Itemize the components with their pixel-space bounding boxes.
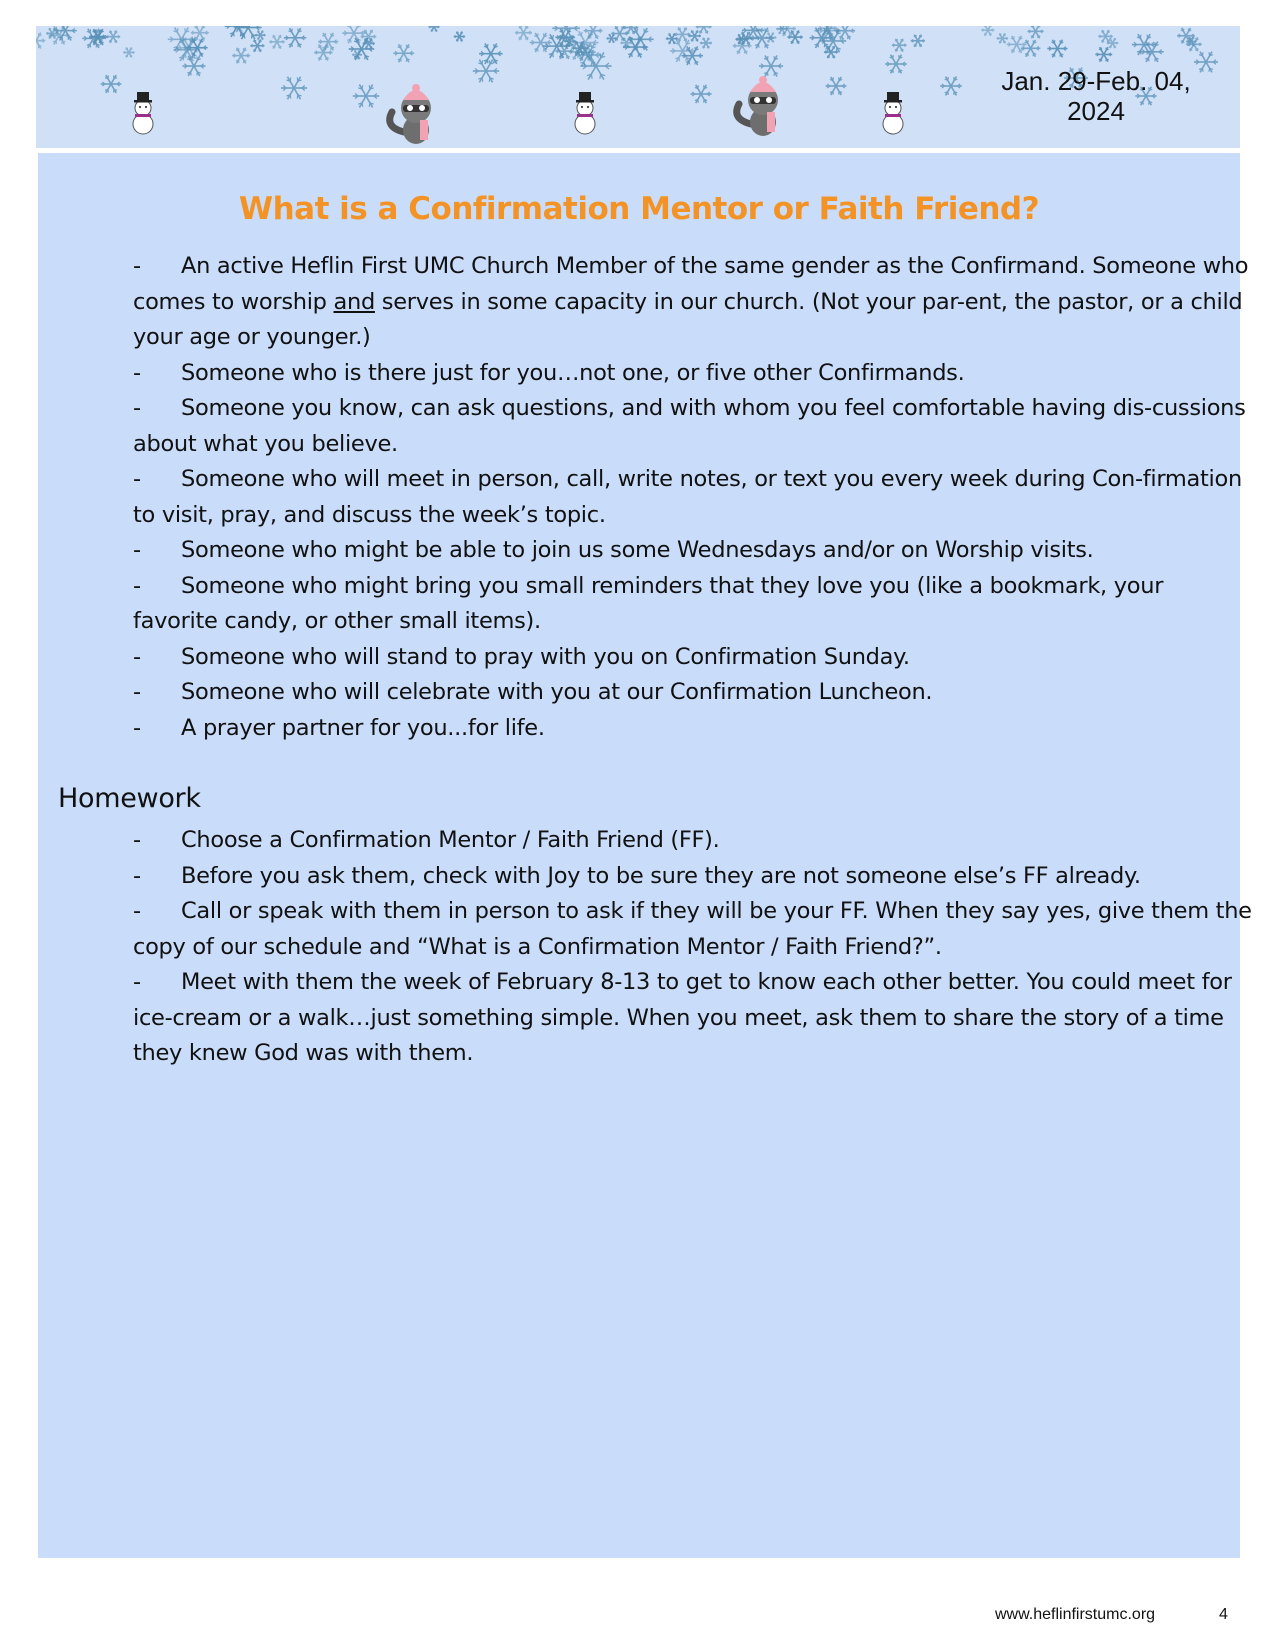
page-number: 4	[1219, 1606, 1228, 1623]
item-text: Before you ask them, check with Joy to be sure they are not someone else’s FF already.	[181, 862, 1141, 889]
snowflake-icon	[1047, 40, 1067, 58]
footer-website-link[interactable]: www.heflinfirstumc.org	[995, 1606, 1156, 1623]
list-item	[133, 859, 1253, 895]
item-text: Someone who might be able to join us some Wednesdays and/or on Worship visits.	[181, 537, 1094, 563]
snowflake-icon	[123, 47, 134, 57]
list-item	[133, 675, 1253, 711]
snowflake-icon	[106, 31, 120, 43]
raccoon-icon	[390, 84, 431, 144]
list-item	[133, 462, 1253, 533]
snowflake-icon	[911, 35, 925, 47]
list-item	[133, 569, 1253, 640]
mentor-qualities-list	[133, 249, 1253, 746]
snowflake-icon	[584, 26, 603, 39]
snowflake-icon	[250, 40, 264, 52]
dash-bullet: -	[133, 714, 141, 741]
dash-bullet: -	[133, 827, 141, 853]
dash-bullet: -	[133, 253, 141, 279]
content-panel	[38, 153, 1252, 1558]
homework-list	[133, 823, 1253, 1072]
snowflake-icon	[997, 33, 1009, 43]
snowflake-icon	[36, 33, 45, 49]
snowflake-icon	[690, 85, 711, 103]
snowflake-icon	[255, 31, 266, 40]
snowman-icon	[883, 92, 903, 134]
item-text: Choose a Confirmation Mentor / Faith Friend (FF).	[181, 827, 720, 853]
item-text: Someone who is there just for you…not one, or five other Confirmands.	[181, 359, 965, 386]
snowflake-icon	[232, 48, 250, 64]
item-text: Call or speak with them in person to ask if they will be your FF. When they say yes, give them the copy of our schedule and “What is a Confirmation Mentor / Faith Friend?”.	[133, 898, 1252, 960]
item-text: Someone who might bring you small reminders that they love you (like a bookmark, your favorite candy, or other small items).	[133, 572, 1164, 634]
dash-bullet: -	[133, 537, 141, 563]
snowflake-icon	[393, 44, 414, 62]
snowflake-icon	[191, 26, 209, 41]
snowflake-icon	[892, 39, 907, 52]
snowflake-icon	[428, 26, 439, 32]
snowflake-icon	[885, 55, 907, 74]
dash-bullet: -	[133, 862, 141, 889]
dash-bullet: -	[133, 395, 141, 421]
dash-bullet: -	[133, 572, 141, 599]
issue-date	[976, 66, 1216, 126]
snowflake-icon	[1021, 40, 1040, 57]
list-item	[133, 249, 1253, 356]
item-text: An active Heflin First UMC Church Member of the same gender as the Confirmand. Someone who comes to worship	[133, 253, 1249, 315]
item-text: Someone who will stand to pray with you on Confirmation Sunday.	[181, 643, 910, 670]
snowflake-icon	[940, 77, 962, 96]
list-item	[133, 823, 1253, 859]
underlined-word: and	[333, 288, 375, 315]
list-item	[133, 533, 1253, 569]
snowflake-icon	[530, 33, 552, 52]
dash-bullet: -	[133, 643, 141, 670]
dash-bullet: -	[133, 466, 141, 492]
snowman-icon	[133, 92, 153, 134]
list-item	[133, 391, 1253, 462]
snowflake-icon	[284, 28, 306, 47]
header-banner	[36, 26, 1240, 148]
snowflake-icon	[314, 45, 332, 61]
snowflake-icon	[454, 32, 465, 42]
snowflake-icon	[101, 75, 122, 93]
snowflake-icon	[281, 77, 307, 99]
list-item	[133, 640, 1253, 676]
snowflake-icon	[580, 52, 611, 79]
page-title: What is a Confirmation Mentor or Faith Friend?	[238, 191, 1040, 227]
snowflake-icon	[1007, 36, 1027, 53]
issue-date-line1: Jan. 29-Feb. 04,	[1001, 66, 1191, 96]
snowflake-icon	[700, 38, 712, 49]
snowflake-icon	[759, 56, 783, 77]
dash-bullet: -	[133, 898, 141, 924]
snowflake-icon	[1027, 26, 1043, 38]
item-text: Someone who will celebrate with you at our Confirmation Luncheon.	[181, 679, 933, 705]
list-item	[133, 894, 1253, 965]
snowflake-icon	[182, 56, 205, 76]
list-item	[133, 965, 1253, 1072]
dash-bullet: -	[133, 359, 141, 386]
list-item	[133, 356, 1253, 392]
snowflake-icon	[342, 26, 365, 43]
dash-bullet: -	[133, 679, 141, 705]
snowflake-icon	[1095, 47, 1112, 62]
snowflake-icon	[688, 30, 701, 41]
dash-bullet: -	[133, 969, 141, 995]
item-text: Someone you know, can ask questions, and with whom you feel comfortable having dis-cussions about what you believe.	[133, 395, 1246, 457]
snowflake-icon	[981, 26, 994, 36]
item-text: Someone who will meet in person, call, write notes, or text you every week during Con-firmation to visit, pray, and discuss the week’s topic.	[133, 466, 1242, 528]
snowflake-icon	[269, 35, 285, 49]
issue-date-line2: 2024	[1067, 96, 1125, 126]
list-item	[133, 711, 1253, 747]
snowflake-icon	[826, 77, 847, 95]
homework-heading: Homework	[58, 783, 201, 814]
item-text: A prayer partner for you...for life.	[181, 714, 545, 741]
item-text-continued: serves in some capacity in our church. (Not your par-ent, the pastor, or a child your age or younger.)	[133, 288, 1243, 350]
snowflake-icon	[765, 33, 777, 43]
snowflake-icon	[353, 85, 379, 108]
snowflake-icon	[1107, 38, 1119, 48]
snowman-icon	[575, 92, 595, 134]
item-text: Meet with them the week of February 8-13 to get to know each other better. You could meet for ice-cream or a walk…just something simple. When you meet, ask them to share the story of a time they knew God was with them.	[133, 969, 1232, 1066]
raccoon-icon	[737, 76, 778, 136]
snowflake-icon	[515, 26, 532, 40]
